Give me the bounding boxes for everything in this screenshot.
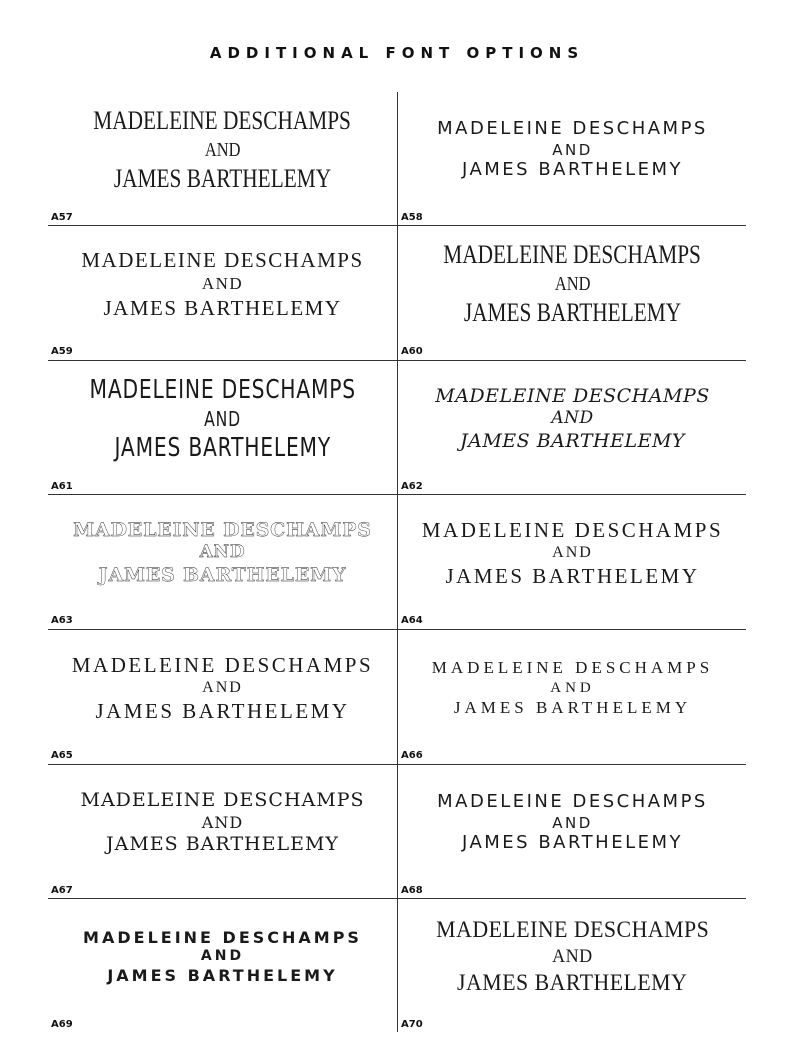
font-option-a69[interactable] (48, 899, 397, 1033)
sample-text (48, 361, 397, 477)
option-code: A67 (51, 885, 73, 896)
font-option-a57[interactable] (48, 92, 397, 226)
font-option-a61[interactable] (48, 361, 397, 495)
option-code: A60 (401, 346, 423, 357)
sample-text (48, 226, 397, 342)
and-line: AND (204, 406, 241, 431)
name-line-1: MADELEINE DESCHAMPS (435, 384, 710, 407)
page-title: ADDITIONAL FONT OPTIONS (209, 44, 585, 62)
sample-text (48, 765, 397, 881)
name-line-1: MADELEINE DESCHAMPS (437, 118, 708, 140)
name-line-2: JAMES BARTHELEMY (445, 564, 700, 588)
and-line: AND (201, 813, 244, 832)
name-line-2: JAMES BARTHELEMY (103, 295, 342, 320)
sample-text (398, 361, 747, 477)
font-option-a58[interactable] (398, 92, 747, 226)
name-line-1: MADELEINE DESCHAMPS (435, 917, 710, 943)
and-line: AND (552, 813, 593, 832)
and-line: AND (552, 140, 593, 159)
and-line: AND (554, 272, 591, 295)
option-code: A62 (401, 481, 423, 492)
name-line-2: JAMES BARTHELEMY (95, 699, 350, 723)
and-line: AND (199, 542, 246, 563)
option-code: A66 (401, 750, 423, 761)
font-option-a63[interactable] (48, 495, 397, 629)
name-line-1: MADELEINE DESCHAMPS (89, 375, 356, 405)
font-option-a67[interactable] (48, 765, 397, 899)
option-code: A68 (401, 885, 423, 896)
sample-text (398, 630, 747, 746)
font-option-a60[interactable] (398, 226, 747, 360)
name-line-1: MADELEINE DESCHAMPS (421, 517, 724, 542)
name-line-2: JAMES BARTHELEMY (463, 297, 682, 327)
font-option-a68[interactable] (398, 765, 747, 899)
sample-text (48, 899, 397, 1015)
sample-text (48, 630, 397, 746)
name-line-1: MADELEINE DESCHAMPS (443, 240, 702, 269)
option-code: A64 (401, 615, 423, 626)
font-option-a65[interactable] (48, 630, 397, 764)
name-line-2: JAMES BARTHELEMY (113, 163, 332, 193)
name-line-2: JAMES BARTHELEMY (114, 432, 331, 463)
name-line-2: JAMES BARTHELEMY (98, 563, 347, 586)
name-line-1: MADELEINE DESCHAMPS (81, 248, 364, 273)
and-line: AND (551, 408, 594, 429)
name-line-2: JAMES BARTHELEMY (453, 698, 692, 718)
and-line: AND (202, 679, 243, 696)
and-line: AND (552, 544, 593, 561)
name-line-1: MADELEINE DESCHAMPS (437, 791, 708, 813)
option-code: A58 (401, 212, 423, 223)
option-code: A63 (51, 615, 73, 626)
option-code: A57 (51, 212, 73, 223)
name-line-1: MADELEINE DESCHAMPS (431, 658, 714, 678)
name-line-2: JAMES BARTHELEMY (106, 833, 339, 855)
font-option-a62[interactable] (398, 361, 747, 495)
name-line-1: MADELEINE DESCHAMPS (83, 928, 362, 948)
font-option-a59[interactable] (48, 226, 397, 360)
option-code: A70 (401, 1019, 423, 1030)
font-option-a66[interactable] (398, 630, 747, 764)
option-code: A69 (51, 1019, 73, 1030)
name-line-1: MADELEINE DESCHAMPS (80, 789, 365, 812)
and-line: AND (552, 946, 593, 968)
sample-text (398, 495, 747, 611)
and-line: AND (204, 138, 241, 161)
sample-text (48, 92, 397, 208)
sample-text (398, 226, 747, 342)
name-line-2: JAMES BARTHELEMY (461, 159, 684, 181)
name-line-1: MADELEINE DESCHAMPS (93, 106, 352, 135)
and-line: AND (550, 679, 595, 696)
name-line-2: JAMES BARTHELEMY (461, 832, 684, 854)
option-code: A65 (51, 750, 73, 761)
name-line-2: JAMES BARTHELEMY (107, 965, 338, 985)
option-code: A61 (51, 481, 73, 492)
sample-text (398, 92, 747, 208)
sample-text (398, 765, 747, 881)
font-option-a70[interactable] (398, 899, 747, 1033)
and-line: AND (201, 274, 244, 294)
sample-text (48, 495, 397, 611)
sample-text (398, 899, 747, 1015)
and-line: AND (200, 948, 245, 965)
name-line-1: MADELEINE DESCHAMPS (71, 652, 374, 677)
font-option-a64[interactable] (398, 495, 747, 629)
name-line-1: MADELEINE DESCHAMPS (73, 518, 372, 541)
name-line-2: JAMES BARTHELEMY (457, 969, 688, 995)
option-code: A59 (51, 346, 73, 357)
name-line-2: JAMES BARTHELEMY (460, 429, 685, 452)
